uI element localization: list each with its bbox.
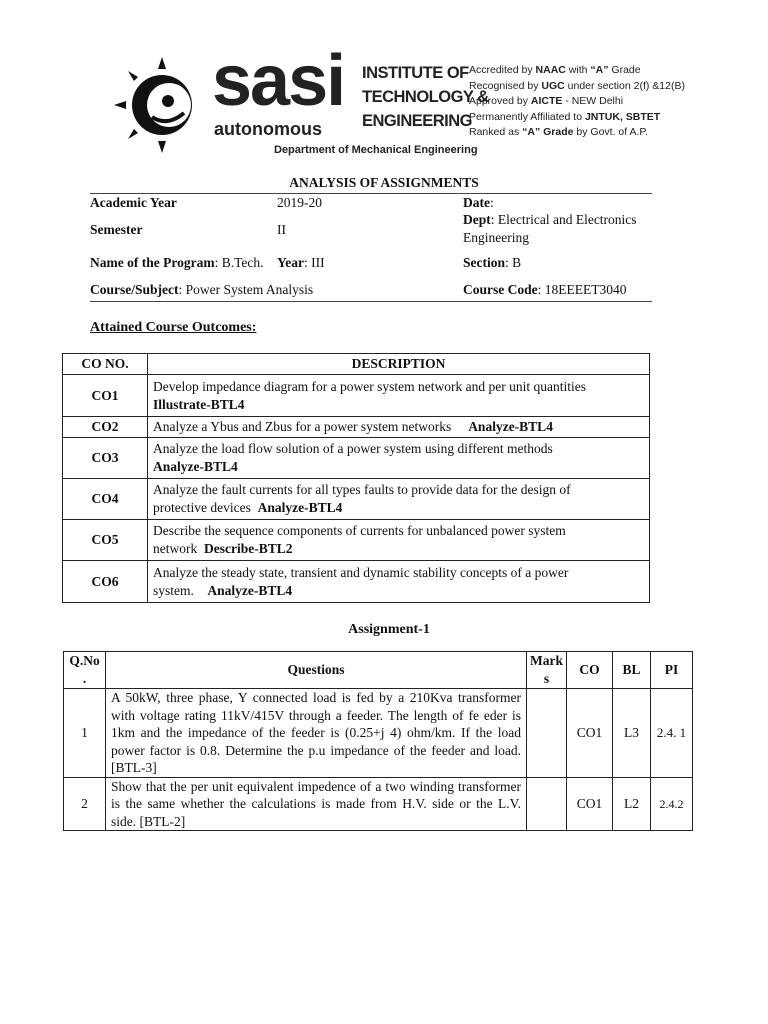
co-description: Analyze the load flow solution of a power system using different methods Analyze-BTL4 <box>148 438 650 479</box>
co-number: CO5 <box>63 520 148 561</box>
co-description: Analyze the steady state, transient and dynamic stability concepts of a power system. Analyze-BTL4 <box>148 561 650 603</box>
attained-outcomes-heading: Attained Course Outcomes: <box>90 320 257 335</box>
dept-field: Dept: Electrical and Electronics Engineering <box>463 212 637 245</box>
table-row <box>63 479 650 520</box>
table-row <box>63 417 650 438</box>
table-row <box>64 777 693 831</box>
program-field: Name of the Program: B.Tech. <box>90 255 264 270</box>
table-row <box>63 520 650 561</box>
department-name: Department of Mechanical Engineering <box>274 144 478 156</box>
co-description: Describe the sequence components of currents for unbalanced power system network Describe-BTL2 <box>148 520 650 561</box>
marks-cell <box>527 777 567 831</box>
question-text: Show that the per unit equivalent impedence of a two winding transformer is the same whether the calculations is made from H.V. side or the L.V. side. [BTL-2] <box>106 777 527 831</box>
co-description: Analyze the fault currents for all types faults to provide data for the design of protective devices Analyze-BTL4 <box>148 479 650 520</box>
co-number: CO3 <box>63 438 148 479</box>
semester-label: Semester <box>90 222 143 237</box>
pi-cell: 2.4. 1 <box>650 689 692 778</box>
accreditation-line: Permanently Affiliated to JNTUK, SBTET <box>469 110 661 123</box>
date-field: Date: <box>463 195 494 210</box>
question-number: 2 <box>64 777 106 831</box>
accreditation-line: Ranked as “A” Grade by Govt. of A.P. <box>469 126 648 138</box>
assignment-title: Assignment-1 <box>348 622 430 637</box>
table-row <box>63 438 650 479</box>
col-header: CO NO. <box>63 354 148 375</box>
divider <box>90 301 652 302</box>
question-text: A 50kW, three phase, Y connected load is fed by a 210Kva transformer with voltage rating 11kV/415V through a feeder. The length of fe eder is 1km and the impedance of the feeder is (0.25+j 4) ohm/km. If the load power factor is 0.8. Determine the p.u impedance of the feeder and load. [BTL-3] <box>106 689 527 778</box>
col-header: PI <box>650 652 692 689</box>
co-description: Analyze a Ybus and Zbus for a power system networks Analyze-BTL4 <box>148 417 650 438</box>
col-header: DESCRIPTION <box>148 354 650 375</box>
bl-cell: L3 <box>613 689 651 778</box>
year-field: Year: III <box>277 255 325 270</box>
academic-year-label: Academic Year <box>90 195 177 210</box>
institute-line: TECHNOLOGY & <box>362 88 489 106</box>
academic-year-value: 2019-20 <box>277 195 322 210</box>
co-description: Develop impedance diagram for a power system network and per unit quantities Illustrate-BTL4 <box>148 375 650 417</box>
co-cell: CO1 <box>566 689 612 778</box>
marks-cell <box>527 689 567 778</box>
col-header: Questions <box>106 652 527 689</box>
col-header: Mark s <box>527 652 567 689</box>
col-header: CO <box>566 652 612 689</box>
accreditation-line: Recognised by UGC under section 2(f) &12(B) <box>469 79 685 92</box>
course-field: Course/Subject: Power System Analysis <box>90 282 314 297</box>
bl-cell: L2 <box>613 777 651 831</box>
brand-sub: autonomous <box>214 119 322 139</box>
co-number: CO4 <box>63 479 148 520</box>
document-title: ANALYSIS OF ASSIGNMENTS <box>289 175 479 190</box>
col-header: Q.No . <box>64 652 106 689</box>
co-number: CO6 <box>63 561 148 603</box>
question-number: 1 <box>64 689 106 778</box>
semester-value: II <box>277 222 286 237</box>
questions-table <box>63 651 693 831</box>
section-field: Section: B <box>463 255 522 270</box>
table-row <box>63 561 650 603</box>
col-header: BL <box>613 652 651 689</box>
institute-line: ENGINEERING <box>362 112 473 130</box>
institute-line: INSTITUTE OF <box>362 64 469 82</box>
co-number: CO2 <box>63 417 148 438</box>
table-row <box>64 689 693 778</box>
co-number: CO1 <box>63 375 148 417</box>
course-code-field: Course Code: 18EEEET3040 <box>463 282 627 297</box>
letterhead <box>112 41 685 160</box>
course-outcomes-table <box>62 353 650 603</box>
pi-cell: 2.4.2 <box>650 777 692 831</box>
institute-logo-icon <box>112 55 212 155</box>
table-row <box>63 375 650 417</box>
accreditation-line: Approved by AICTE - NEW Delhi <box>469 95 624 107</box>
accreditation-line: Accredited by NAAC with “A” Grade <box>469 64 641 76</box>
co-cell: CO1 <box>566 777 612 831</box>
brand-name: sasi <box>212 41 345 121</box>
accreditation-list <box>469 63 685 141</box>
